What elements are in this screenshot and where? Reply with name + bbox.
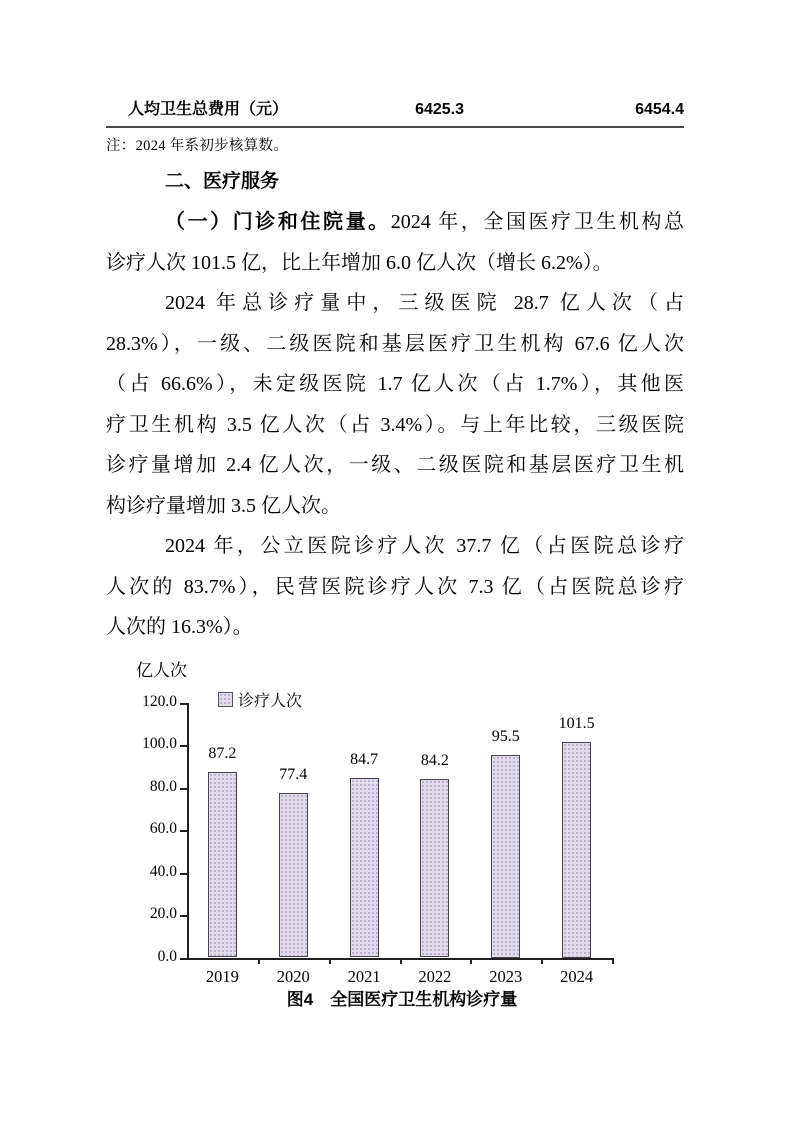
paragraph-text: 人次的 16.3%）。 <box>106 616 253 638</box>
paragraph-2-line-5 <box>106 445 684 486</box>
paragraph-1 <box>106 202 684 283</box>
chart-plot-area <box>106 648 684 988</box>
x-axis-tick-label: 2023 <box>489 966 523 986</box>
y-axis-tick-label: 80.0 <box>149 777 177 795</box>
paragraph-lead-bold: （一）门诊和住院量。 <box>165 211 391 233</box>
paragraph-text: （占 66.6%），未定级医院 1.7 亿人次（占 1.7%），其他医 <box>106 373 684 395</box>
y-axis-tick-label: 40.0 <box>149 862 177 880</box>
bar-2019 <box>208 772 237 957</box>
bar-value-label: 95.5 <box>491 727 520 745</box>
chart-figure <box>106 648 684 1020</box>
y-axis-line <box>187 703 189 960</box>
paragraph-text: 构诊疗量增加 3.5 亿人次。 <box>106 494 341 517</box>
paragraph-text: 疗卫生机构 3.5 亿人次（占 3.4%）。与上年比较，三级医院 <box>106 413 684 436</box>
bar-value-label: 87.2 <box>208 745 237 763</box>
bar-2022 <box>420 779 449 958</box>
bar-value-label: 84.2 <box>420 751 449 769</box>
table-value-col1: 6425.3 <box>415 101 464 118</box>
paragraph-3 <box>106 526 684 648</box>
y-axis-tick-mark <box>180 830 187 832</box>
y-axis-tick-mark <box>180 958 187 960</box>
paragraph-text: 人次的 83.7%），民营医院诊疗人次 7.3 亿（占医院总诊疗 <box>106 575 684 598</box>
x-axis-tick-mark <box>329 958 331 964</box>
x-axis-tick-mark <box>470 958 472 964</box>
y-axis-tick-mark <box>180 703 187 705</box>
paragraph-1-line-2 <box>106 243 684 284</box>
y-axis-tick-mark <box>180 873 187 875</box>
x-axis-tick-mark <box>400 958 402 964</box>
x-axis-tick-label: 2022 <box>418 966 452 986</box>
bar-value-label: 84.7 <box>350 750 379 768</box>
paragraph-text: 28.3%），一级、二级医院和基层医疗卫生机构 67.6 亿人次 <box>106 332 684 355</box>
paragraph-2-line-4 <box>106 405 684 446</box>
legend-label: 诊疗人次 <box>238 692 303 710</box>
x-axis-tick-mark <box>258 958 260 964</box>
table-row <box>106 96 684 128</box>
x-axis-tick-mark <box>612 958 614 964</box>
y-axis-unit-label: 亿人次 <box>136 660 187 680</box>
paragraph-text: 2024 年，全国医疗卫生机构总 <box>390 211 685 233</box>
bar-value-label: 101.5 <box>558 714 595 732</box>
paragraph-2-line-3 <box>106 364 684 405</box>
paragraph-3-line-2 <box>106 567 684 608</box>
y-axis-tick-mark <box>180 788 187 790</box>
y-axis-tick-label: 0.0 <box>157 947 177 965</box>
x-axis-tick-mark <box>541 958 543 964</box>
y-axis-tick-label: 60.0 <box>149 820 177 837</box>
bar-2023 <box>491 755 520 958</box>
paragraph-1-line-1 <box>106 202 684 243</box>
table-row-label: 人均卫生总费用（元） <box>128 101 289 118</box>
y-axis-tick-label: 100.0 <box>142 735 177 752</box>
y-axis-tick-label: 120.0 <box>142 692 177 710</box>
y-axis-tick-label: 20.0 <box>149 905 177 922</box>
paragraph-2 <box>106 283 684 526</box>
paragraph-3-line-3 <box>106 607 684 648</box>
x-axis-tick-label: 2020 <box>276 966 310 986</box>
paragraph-text: 诊疗人次 101.5 亿，比上年增加 6.0 亿人次（增长 6.2%）。 <box>106 251 613 274</box>
page-content <box>106 96 684 1020</box>
chart-caption: 图4 全国医疗卫生机构诊疗量 <box>286 989 518 1009</box>
paragraph-text: 2024 年，公立医院诊疗人次 37.7 亿（占医院总诊疗 <box>165 535 684 557</box>
y-axis-tick-mark <box>180 915 187 917</box>
paragraph-2-line-1 <box>106 283 684 324</box>
x-axis-tick-label: 2024 <box>560 966 594 986</box>
paragraph-3-line-1 <box>106 526 684 567</box>
paragraph-2-line-6 <box>106 486 684 527</box>
bar-value-label: 77.4 <box>279 766 308 784</box>
table-value-col2: 6454.4 <box>635 101 684 118</box>
table-footnote: 注：2024 年系初步核算数。 <box>106 138 289 154</box>
x-axis-tick-label: 2021 <box>347 966 381 986</box>
section-heading: 二、医疗服务 <box>165 171 280 192</box>
x-axis-tick-label: 2019 <box>205 966 239 986</box>
paragraph-text: 诊疗量增加 2.4 亿人次，一级、二级医院和基层医疗卫生机 <box>106 454 684 476</box>
bar-2024 <box>562 742 591 958</box>
bar-2020 <box>279 793 308 957</box>
bar-2021 <box>350 778 379 958</box>
paragraph-text: 2024 年总诊疗量中，三级医院 28.7 亿人次（占 <box>165 292 684 314</box>
paragraph-2-line-2 <box>106 324 684 365</box>
body-paragraphs <box>106 202 684 648</box>
